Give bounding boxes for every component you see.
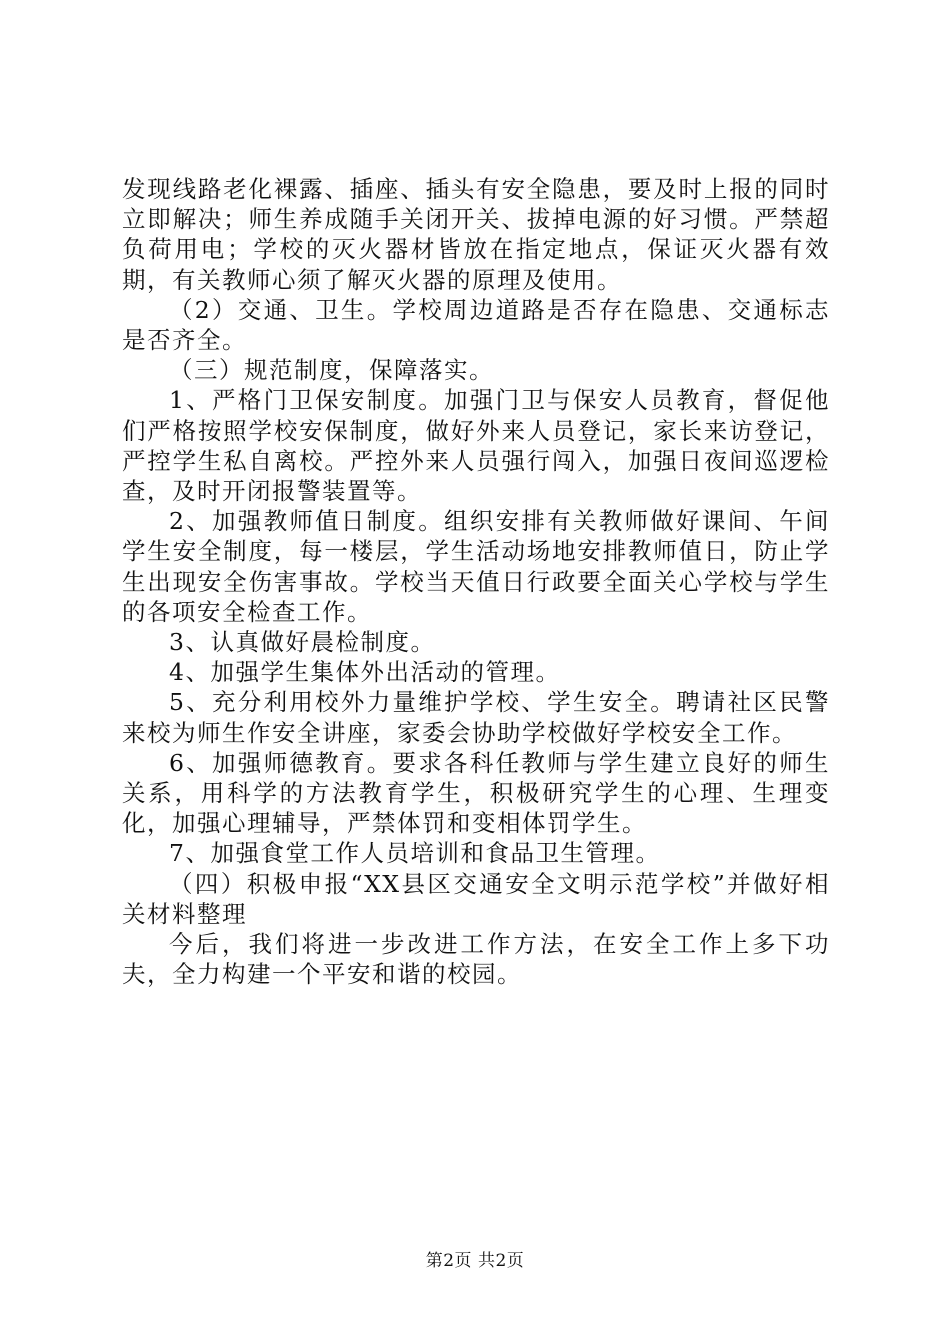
paragraph-item-4: 4、加强学生集体外出活动的管理。: [169, 658, 561, 687]
paragraph-electrical-safety: 发现线路老化裸露、插座、插头有安全隐患，要及时上报的同时立即解决；师生养成随手关闭开关、拔掉电源的好习惯。严禁超负荷用电；学校的灭火器材皆放在指定地点，保证灭火器有效期，有关教师心须了解灭火器的原理及使用。: [122, 175, 830, 294]
paragraph-item-3: 3、认真做好晨检制度。: [169, 628, 436, 657]
paragraph-item-1: 1、严格门卫保安制度。加强门卫与保安人员教育，督促他们严格按照学校安保制度，做好外来人员登记，家长来访登记，严控学生私自离校。严控外来人员强行闯入，加强日夜间巡逻检查，及时开闭报警装置等。: [122, 386, 830, 506]
paragraph-conclusion: 今后，我们将进一步改进工作方法，在安全工作上多下功夫，全力构建一个平安和谐的校园。: [122, 930, 830, 989]
section-heading-regulations: （三）规范制度，保障落实。: [169, 356, 494, 385]
paragraph-item-5: 5、充分利用校外力量维护学校、学生安全。聘请社区民警来校为师生作安全讲座，家委会协助学校做好学校安全工作。: [122, 688, 830, 747]
section-heading-application: （四）积极申报“XX县区交通安全文明示范学校”并做好相关材料整理: [122, 869, 830, 928]
page-number-footer: 第2页 共2页: [425, 1251, 525, 1271]
document-body: [122, 174, 830, 989]
paragraph-item-2: 2、加强教师值日制度。组织安排有关教师做好课间、午间学生安全制度，每一楼层，学生活动场地安排教师值日，防止学生出现安全伤害事故。学校当天值日行政要全面关心学校与学生的各项安全检查工作。: [122, 507, 830, 626]
paragraph-item-7: 7、加强食堂工作人员培训和食品卫生管理。: [169, 839, 661, 868]
paragraph-item-6: 6、加强师德教育。要求各科任教师与学生建立良好的师生关系，用科学的方法教育学生，积极研究学生的心理、生理变化，加强心理辅导，严禁体罚和变相体罚学生。: [122, 748, 830, 838]
paragraph-traffic-hygiene: （2）交通、卫生。学校周边道路是否存在隐患、交通标志是否齐全。: [122, 295, 830, 355]
